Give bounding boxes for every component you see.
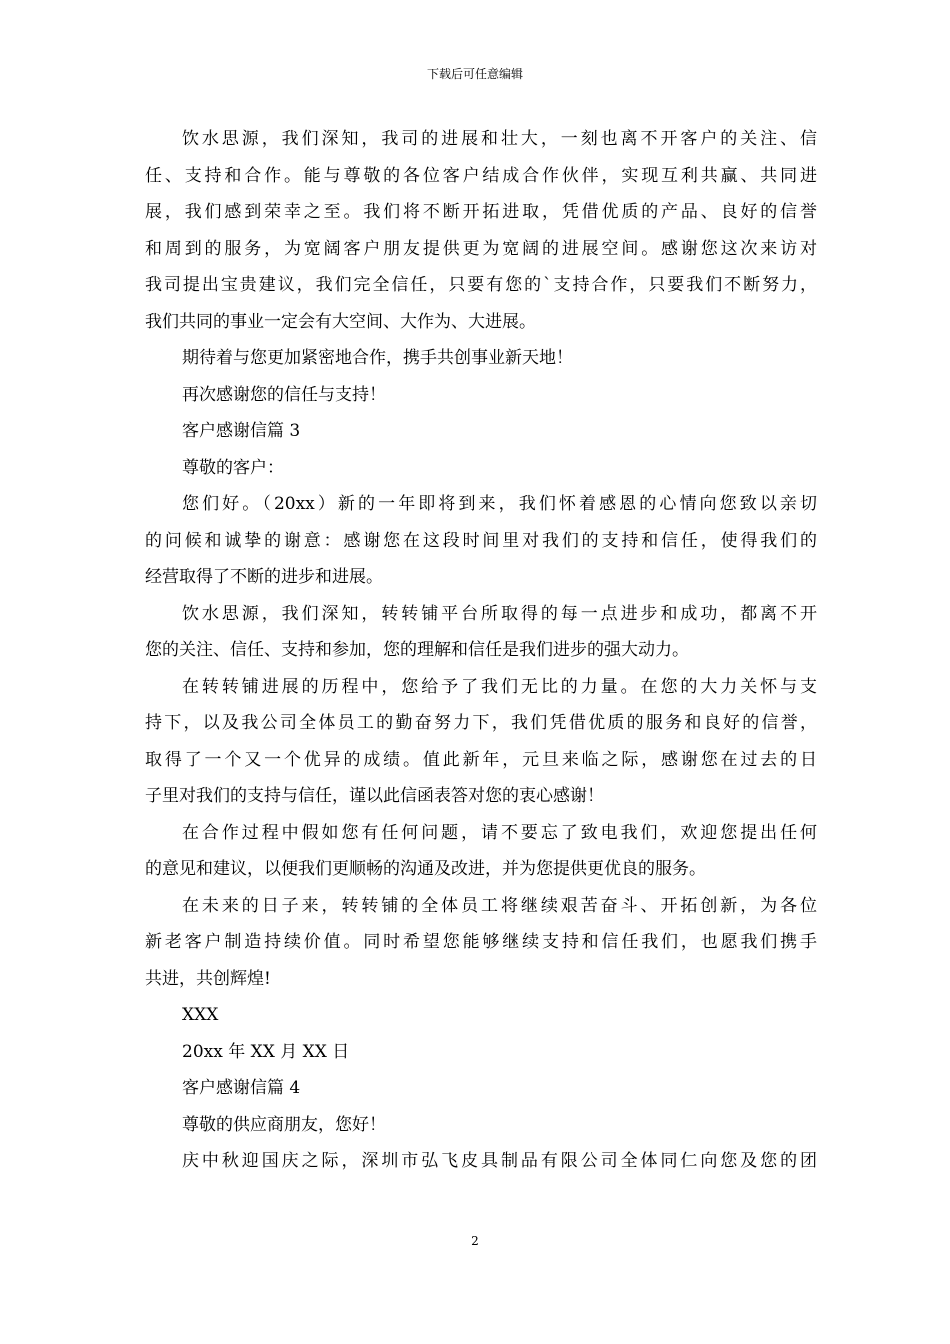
page-number: 2 [471,1234,479,1248]
text-line: 您的关注、信任、支持和参加，您的理解和信任是我们进步的强大动力。 [145,640,689,660]
text-line: 和周到的服务，为宽阔客户朋友提供更为宽阔的进展空间。感谢您这次来访对 [145,238,817,259]
text-line: 新老客户制造持续价值。同时希望您能够继续支持和信任我们，也愿我们携手 [145,932,817,952]
text-line: 任、支持和合作。能与尊敬的各位客户结成合作伙伴，实现互利共赢、共同进 [145,165,817,186]
text-line: 展，我们感到荣幸之至。我们将不断开拓进取，凭借优质的产品、良好的信誉 [145,202,817,222]
text-line: 我司提出宝贵建议，我们完全信任，只要有您的`支持合作，只要我们不断努力， [145,275,817,295]
text-line: 饮水思源，我们深知，转转铺平台所取得的每一点进步和成功，都离不开 [182,603,817,624]
text-line: 我们共同的事业一定会有大空间、大作为、大进展。 [145,311,536,332]
text-line: 持下，以及我公司全体员工的勤奋努力下，我们凭借优质的服务和良好的信誉， [145,713,817,733]
text-line: 在转转铺进展的历程中，您给予了我们无比的力量。在您的大力关怀与支 [182,676,817,697]
text-line: 共进，共创辉煌! [145,968,271,989]
text-line: 您们好。（20xx）新的一年即将到来，我们怀着感恩的心情向您致以亲切 [182,494,817,514]
text-line: 期待着与您更加紧密地合作，携手共创事业新天地！ [182,348,573,368]
text-line: 经营取得了不断的进步和进展。 [145,567,383,587]
text-line: 尊敬的供应商朋友，您好！ [182,1114,386,1135]
text-line: 饮水思源，我们深知，我司的进展和壮大，一刻也离不开客户的关注、信 [182,129,817,149]
text-line: 客户感谢信篇 3 [182,421,301,441]
page-header: 下载后可任意编辑 [426,67,523,81]
text-line: 尊敬的客户： [182,457,284,478]
text-line: XXX [182,1005,219,1025]
text-line: 再次感谢您的信任与支持！ [182,384,386,405]
text-line: 子里对我们的支持与信任，谨以此信函表答对您的衷心感谢！ [145,786,604,806]
text-line: 在未来的日子来，转转铺的全体员工将继续艰苦奋斗、开拓创新，为各位 [182,895,817,916]
text-line: 的意见和建议，以便我们更顺畅的沟通及改进，并为您提供更优良的服务。 [145,859,706,879]
text-line: 20xx 年 XX 月 XX 日 [182,1041,350,1062]
document-body [145,121,817,1180]
text-line: 客户感谢信篇 4 [182,1078,301,1098]
text-line: 的问候和诚挚的谢意：感谢您在这段时间里对我们的支持和信任，使得我们的 [145,530,817,551]
text-line: 庆中秋迎国庆之际，深圳市弘飞皮具制品有限公司全体同仁向您及您的团 [182,1151,817,1171]
text-line: 在合作过程中假如您有任何问题，请不要忘了致电我们，欢迎您提出任何 [182,822,817,843]
text-line: 取得了一个又一个优异的成绩。值此新年，元旦来临之际，感谢您在过去的日 [145,749,817,770]
